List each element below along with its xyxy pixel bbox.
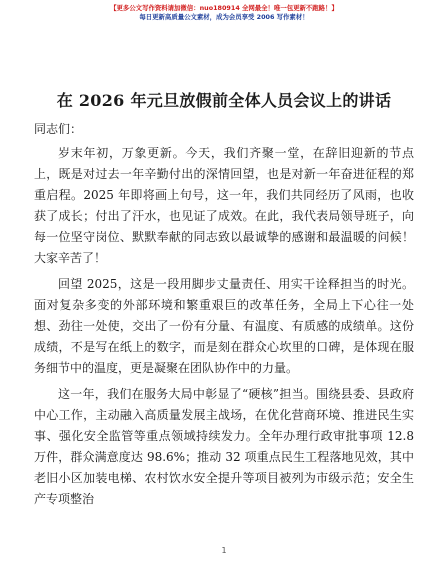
paragraph: 岁末年初，万象更新。今天，我们齐聚一堂，在辞旧迎新的节点上，既是对过去一年辛勤付出的深情回望，也是对新一年奋进征程的郑重启程。2025 年即将画上句号，这一年，我们共同经历了风雨，也收获了成长；付出了汗水，也见证了成效。在此，我代表局领导班子，向每一位坚守岗位、默默奉献的同志致以最诚挚的感谢和最温暖的问候！大家辛苦了！ [34,146,414,265]
banner-promo-line: 【更多公文写作资料请加微信：nuo180914 全网最全！唯一包更新不跑路！】 [110,4,338,12]
paragraph: 回望 2025，这是一段用脚步丈量责任、用实干诠释担当的时光。面对复杂多变的外部环境和繁重艰巨的改革任务，全局上下心往一处想、劲往一处使，交出了一份有分量、有温度、有质感的成绩单。这份成绩，不是写在纸上的数字，而是刻在群众心坎里的口碑，是体现在服务细节中的温度，更是凝聚在团队协作中的力量。 [34,277,414,375]
header-banner [0,4,448,22]
paragraph: 这一年，我们在服务大局中彰显了“硬核”担当。围绕县委、县政府中心工作，主动融入高质量发展主战场，在优化营商环境、推进民生实事、强化安全监管等重点领域持续发力。全年办理行政审批事项 12.8 万件，群众满意度达 98.6%；推动 32 项重点民生工程落地见效，其中老旧小区加装电梯、农村饮水安全提升等项目被列为市级示范；安全生产专项整治 [34,387,414,506]
banner-subtitle-line: 每日更新高质量公文素材，成为会员享受 2006 写作素材！ [139,13,309,21]
document-title: 在 2026 年元旦放假前全体人员会议上的讲话 [56,91,392,110]
greeting: 同志们： [34,122,83,136]
document-body [34,143,414,515]
page-number: 1 [221,546,227,555]
